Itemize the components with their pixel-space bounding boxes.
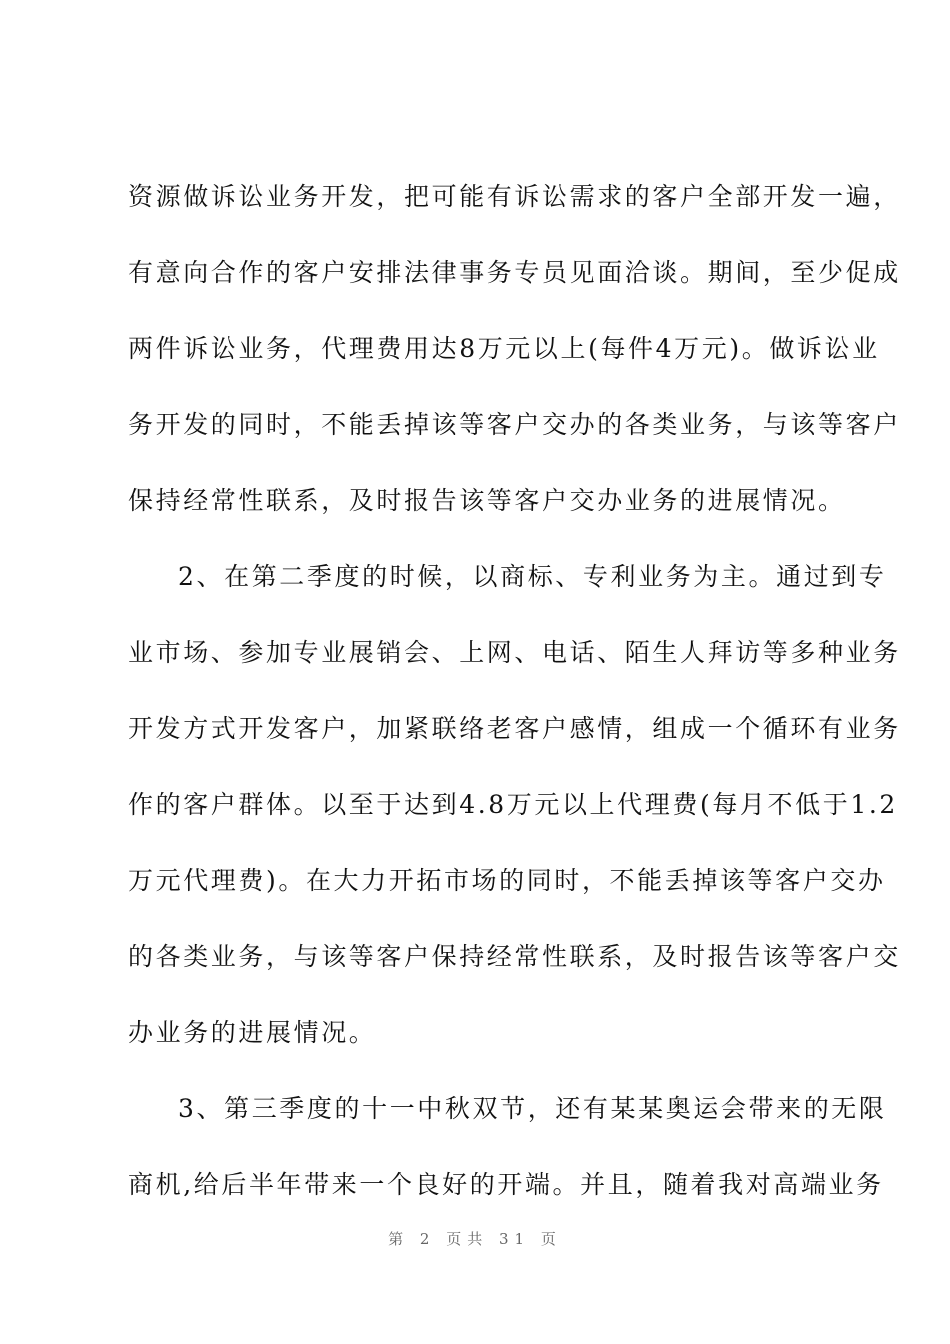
paragraph-line: 商机,给后半年带来一个良好的开端。并且，随着我对高端业务 — [128, 1170, 884, 1199]
paragraph-line: 的各类业务，与该等客户保持经常性联系，及时报告该等客户交 — [128, 942, 901, 971]
paragraph-line: 业市场、参加专业展销会、上网、电话、陌生人拜访等多种业务 — [128, 638, 901, 667]
paragraph-line: 保持经常性联系，及时报告该等客户交办业务的进展情况。 — [128, 486, 846, 515]
paragraph-line: 作的客户群体。以至于达到4.8万元以上代理费(每月不低于1.2 — [128, 790, 898, 819]
paragraph-line: 资源做诉讼业务开发，把可能有诉讼需求的客户全部开发一遍， — [128, 182, 901, 211]
paragraph-line: 开发方式开发客户，加紧联络老客户感情，组成一个循环有业务 — [128, 714, 901, 743]
paragraph-line: 办业务的进展情况。 — [128, 1018, 377, 1047]
paragraph-line: 3、第三季度的十一中秋双节，还有某某奥运会带来的无限 — [178, 1094, 887, 1123]
page-number-footer: 第 2 页共 31 页 — [388, 1230, 562, 1248]
paragraph-line: 有意向合作的客户安排法律事务专员见面洽谈。期间，至少促成 — [128, 258, 901, 287]
paragraph-line: 两件诉讼业务，代理费用达8万元以上(每件4万元)。做诉讼业 — [128, 334, 880, 363]
paragraph-line: 务开发的同时，不能丢掉该等客户交办的各类业务，与该等客户 — [128, 410, 901, 439]
paragraph-line: 万元代理费)。在大力开拓市场的同时，不能丢掉该等客户交办 — [128, 866, 886, 895]
paragraph-line: 2、在第二季度的时候，以商标、专利业务为主。通过到专 — [178, 562, 887, 591]
